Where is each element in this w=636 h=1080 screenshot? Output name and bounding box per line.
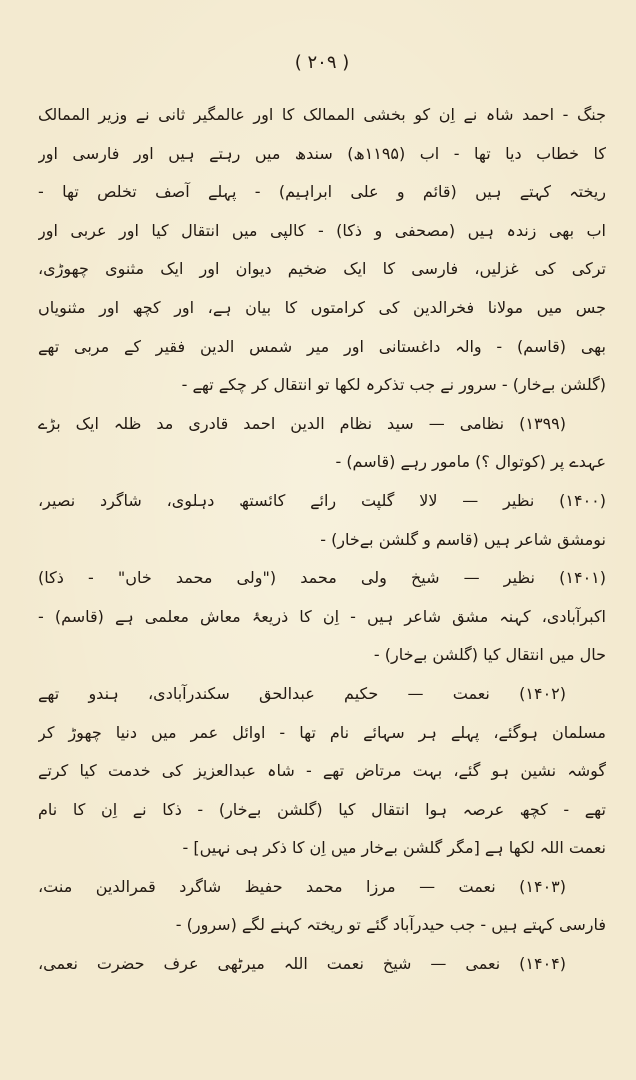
text-line: جس میں مولانا فخرالدین کی کرامتوں کا بیان ہے، اور کچھ اور مثنویاں (38, 297, 606, 317)
text-line: حال میں انتقال کیا (گلشن بےخار) - (373, 645, 606, 665)
text-line: (۱۴۰۴) نعمی — شیخ نعمت اللہ میرٹھی عرف حضرت نعمی، (38, 954, 566, 974)
page-body (38, 96, 606, 984)
text-line: بھی (قاسم) - والہ داغستانی اور میر شمس الدین فقیر کے مربی تھے (38, 336, 606, 356)
text-line: ریختہ کہتے ہیں (قائم و علی ابراہیم) - پہلے آصف تخلص تھا - (38, 182, 606, 202)
text-line: (۱۴۰۰) نظیر — لالا گلپت رائے کائستھ دہلوی، شاگرد نصیر، (38, 490, 606, 510)
text-line: مسلمان ہوگئے، پہلے ہر سہائے نام تھا - اوائل عمر میں دنیا چھوڑ کر (38, 722, 606, 742)
text-line: عہدے پر (کوتوال ؟) مامور رہے (قاسم) - (335, 452, 606, 472)
text-line: گوشہ نشین ہو گئے، بہت مرتاض تھے - شاہ عبدالعزیز کی خدمت کیا کرتے (38, 761, 606, 781)
text-line: نومشق شاعر ہیں (قاسم و گلشن بےخار) - (320, 529, 606, 549)
text-line: اب بھی زندہ ہیں (مصحفی و ذکا) - کالپی میں انتقال کیا اور عربی اور (38, 220, 606, 240)
text-line: (۱۴۰۲) نعمت — حکیم عبدالحق سکندرآبادی، ہندو تھے (38, 683, 566, 703)
text-line: ترکی کی غزلیں، فارسی کا ایک ضخیم دیوان اور ایک مثنوی چھوڑی، (38, 259, 606, 279)
text-line: نعمت اللہ لکھا ہے [مگر گلشن بےخار میں اِن کا ذکر ہی نہیں] - (182, 838, 606, 858)
text-line: فارسی کہتے ہیں - جب حیدرآباد گئے تو ریختہ کہنے لگے (سرور) - (175, 915, 606, 935)
page-number: ( ۲۰۹ ) (294, 52, 350, 73)
text-line: (۱۴۰۱) نظیر — شیخ ولی محمد ("ولی محمد خاں" - ذکا) (38, 568, 606, 588)
text-line: اکبرآبادی، کہنہ مشق شاعر ہیں - اِن کا ذریعۂ معاش معلمی ہے (قاسم) - (38, 606, 606, 626)
text-line: (۱۳۹۹) نظامی — سید نظام الدین احمد قادری مد ظلہ ایک بڑے (38, 413, 566, 433)
text-line: کا خطاب دیا تھا - اب (۱۱۹۵ھ) سندھ میں رہتے ہیں اور فارسی اور (38, 143, 606, 163)
text-line: (گلشن بےخار) - سرور نے جب تذکرہ لکھا تو انتقال کر چکے تھے - (181, 375, 606, 395)
text-line: (۱۴۰۳) نعمت — مرزا محمد حفیظ شاگرد قمرالدین منت، (38, 876, 566, 896)
text-line: تھے - کچھ عرصہ ہوا انتقال کیا (گلشن بےخار) - ذکا نے اِن کا نام (38, 799, 606, 819)
text-line: جنگ - احمد شاہ نے اِن کو بخشی الممالک کا اور عالمگیر ثانی نے وزیر الممالک (38, 105, 606, 124)
